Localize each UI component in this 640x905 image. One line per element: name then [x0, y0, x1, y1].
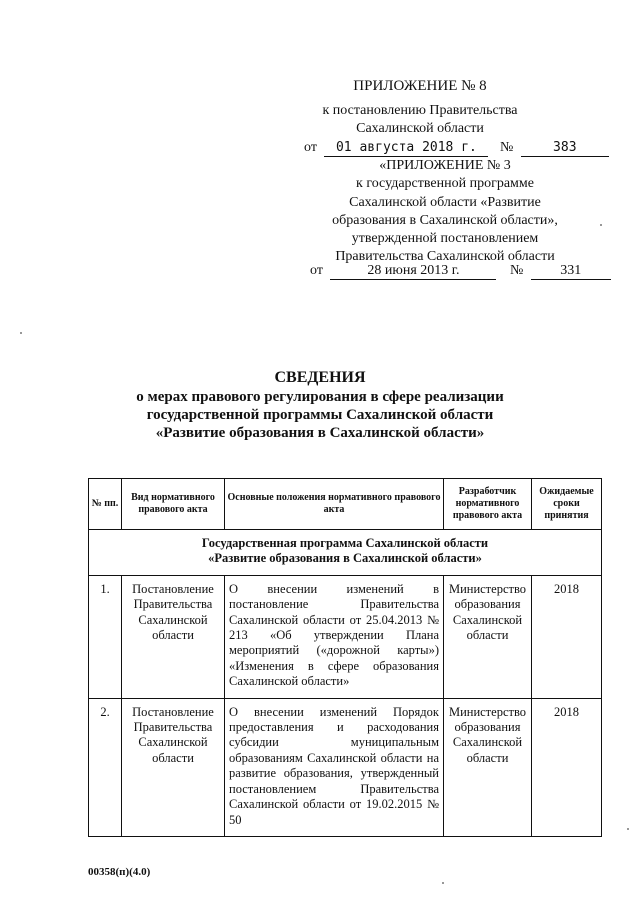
decree-date: 01 августа 2018 г. — [324, 140, 488, 157]
section-title — [89, 530, 602, 576]
scan-speck — [20, 332, 22, 334]
appendix3-line-4: образования в Сахалинской области», — [332, 213, 558, 228]
decree-line-1: к постановлению Правительства — [322, 103, 518, 118]
title-line-3: «Развитие образования в Сахалинской области» — [155, 425, 485, 441]
table-row — [89, 698, 602, 836]
from-label: от — [304, 140, 317, 155]
appendix3-line-2: к государственной программе — [356, 176, 534, 191]
number-label: № — [499, 140, 514, 155]
decree-line-2: Сахалинской области — [356, 121, 484, 136]
header-type: Вид нормативного правового акта — [122, 479, 225, 530]
title-line-2: государственной программы Сахалинской области — [146, 407, 494, 423]
row-dev: Министерство образования Сахалинской области — [444, 698, 532, 836]
program-number: 331 — [531, 263, 611, 280]
title-line-1: о мерах правового регулирования в сфере реализации — [136, 389, 504, 405]
program-date: 28 июня 2013 г. — [330, 263, 496, 280]
header-dev: Разработчик нормативного правового акта — [444, 479, 532, 530]
header-num: № пп. — [89, 479, 122, 530]
document-code: 00358(п)(4.0) — [88, 866, 151, 878]
row-date: 2018 — [532, 575, 602, 698]
row-num: 2. — [89, 698, 122, 836]
row-dev: Министерство образования Сахалинской области — [444, 575, 532, 698]
table-header-row — [89, 479, 602, 530]
regulation-table — [88, 478, 602, 837]
decree-number: 383 — [521, 140, 609, 157]
appendix-title: ПРИЛОЖЕНИЕ № 8 — [353, 78, 487, 94]
appendix3-line-3: Сахалинской области «Развитие — [349, 195, 541, 210]
row-num: 1. — [89, 575, 122, 698]
program-date-row — [310, 261, 611, 280]
section-line-1: Государственная программа Сахалинской области — [201, 536, 489, 550]
from-label-2: от — [310, 263, 323, 278]
header-date: Ожидаемые сроки принятия — [532, 479, 602, 530]
header-desc: Основные положения нормативного правового акта — [225, 479, 444, 530]
appendix3-line-5: утвержденной постановлением — [351, 231, 539, 246]
appendix3-line-6: Правительства Сахалинской области — [335, 249, 555, 264]
row-desc: О внесении изменений Порядок предоставления и расходования субсидии муниципальным образованиям Сахалинской области на развитие образования, утвержденный постановлением Правительства Сахалинской области от 19.02.2015 № 50 — [225, 698, 444, 836]
scan-speck — [442, 882, 444, 884]
row-desc: О внесении изменений в постановление Правительства Сахалинской области от 25.04.2013 № 213 «Об утверждении Плана мероприятий («дорожной карты») «Изменения в сфере образования Сахалинской области» — [225, 575, 444, 698]
row-type: Постановление Правительства Сахалинской области — [122, 698, 225, 836]
document-title: СВЕДЕНИЯ — [274, 369, 366, 386]
table-row — [89, 575, 602, 698]
appendix3-line-1: «ПРИЛОЖЕНИЕ № 3 — [379, 158, 511, 173]
scan-speck — [600, 224, 602, 226]
number-label-2: № — [509, 263, 524, 278]
row-type: Постановление Правительства Сахалинской области — [122, 575, 225, 698]
decree-date-row — [304, 138, 609, 157]
scan-speck — [627, 828, 629, 830]
section-row — [89, 530, 602, 576]
section-line-2: «Развитие образования в Сахалинской области» — [208, 551, 482, 566]
row-date: 2018 — [532, 698, 602, 836]
